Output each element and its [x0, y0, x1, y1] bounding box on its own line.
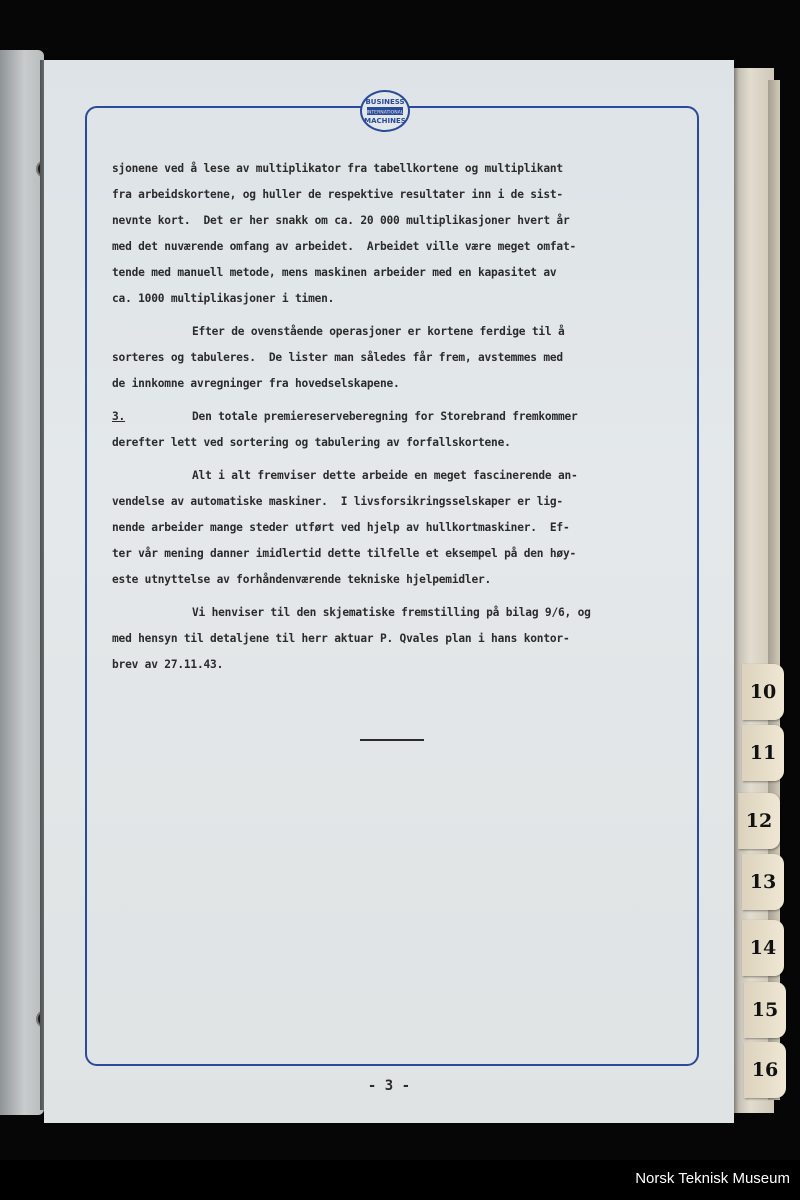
svg-text:MACHINES: MACHINES: [364, 117, 406, 125]
text-line: ca. 1000 multiplikasjoner i timen.: [112, 292, 335, 305]
divider-tab-label: 16: [751, 1059, 779, 1081]
document-page: [44, 60, 734, 1123]
text-line: Alt i alt fremviser dette arbeide en meget fascinerende an-: [192, 469, 578, 482]
paragraph-2: [112, 319, 692, 397]
text-line: sorteres og tabuleres. De lister man således får frem, avstemmes med: [112, 351, 563, 364]
divider-tab-label: 14: [749, 937, 777, 959]
text-line: este utnyttelse av forhåndenværende tekniske hjelpemidler.: [112, 573, 492, 586]
svg-text:BUSINESS: BUSINESS: [365, 98, 405, 106]
ibm-emblem-logo: [360, 90, 410, 132]
divider-tab-label: 12: [745, 810, 773, 832]
text-line: derefter lett ved sortering og tabulering av forfallskortene.: [112, 436, 511, 449]
divider-tab-13[interactable]: [742, 854, 784, 910]
text-line: Den totale premiereserveberegning for Storebrand fremkommer: [192, 410, 578, 423]
paragraph-4: [112, 463, 692, 593]
text-line: nevnte kort. Det er her snakk om ca. 20 000 multiplikasjoner hvert år: [112, 214, 570, 227]
text-line: nende arbeider mange steder utført ved hjelp av hullkortmaskiner. Ef-: [112, 521, 570, 534]
page-number: - 3 -: [367, 1078, 411, 1094]
divider-tab-10[interactable]: [742, 664, 784, 720]
text-line: tende med manuell metode, mens maskinen arbeider med en kapasitet av: [112, 266, 557, 279]
divider-tab-11[interactable]: [742, 725, 784, 781]
divider-tab-16[interactable]: [744, 1042, 786, 1098]
divider-tab-label: 10: [749, 681, 777, 703]
text-line: med hensyn til detaljene til herr aktuar P. Qvales plan i hans kontor-: [112, 632, 570, 645]
text-line: ter vår mening danner imidlertid dette tilfelle et eksempel på den høy-: [112, 547, 577, 560]
text-line: de innkomne avregninger fra hovedselskapene.: [112, 377, 400, 390]
divider-tab-15[interactable]: [744, 982, 786, 1038]
typewritten-body: [112, 156, 692, 678]
text-line: brev av 27.11.43.: [112, 658, 224, 671]
divider-tab-14[interactable]: [742, 920, 784, 976]
left-binder-page: [0, 50, 44, 1115]
museum-credit: Norsk Teknisk Museum: [635, 1170, 790, 1187]
divider-tab-label: 15: [751, 999, 779, 1021]
text-line: vendelse av automatiske maskiner. I livsforsikringsselskaper er lig-: [112, 495, 563, 508]
section-divider-rule: [360, 739, 424, 741]
text-line: fra arbeidskortene, og huller de respektive resultater inn i de sist-: [112, 188, 563, 201]
text-line: sjonene ved å lese av multiplikator fra tabellkortene og multiplikant: [112, 162, 563, 175]
divider-tab-label: 13: [749, 871, 777, 893]
numbered-line: [112, 404, 692, 430]
paragraph-3: [112, 404, 692, 456]
divider-tab-label: 11: [749, 742, 777, 764]
text-line: med det nuværende omfang av arbeidet. Arbeidet ville være meget omfat-: [112, 240, 577, 253]
svg-text:INTERNATIONAL: INTERNATIONAL: [366, 110, 404, 116]
paragraph-5: [112, 600, 692, 678]
text-line: Vi henviser til den skjematiske fremstilling på bilag 9/6, og: [192, 606, 591, 619]
divider-tab-12[interactable]: [738, 793, 780, 849]
section-number: 3.: [112, 410, 126, 423]
text-line: Efter de ovenstående operasjoner er kortene ferdige til å: [192, 325, 565, 338]
paragraph-1: [112, 156, 692, 312]
